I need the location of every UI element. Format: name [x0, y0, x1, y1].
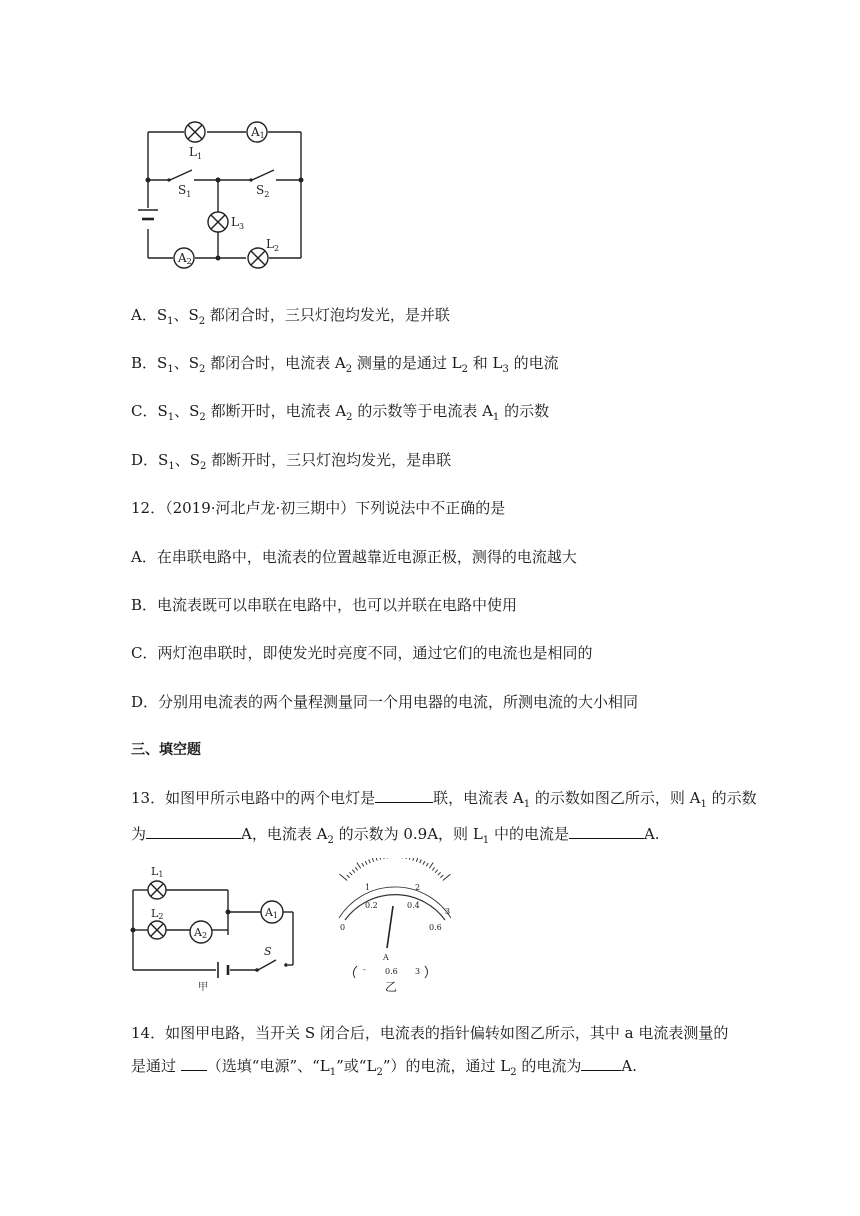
dial-tick-mark — [432, 867, 434, 870]
q13-line-2: 为 A，电流表 $A_2$ 的示数为 0.9A，则 $L_1$ 中的电流是 A. — [131, 825, 660, 846]
dial-tick-mark — [374, 858, 377, 861]
terminal-06: 0.6 — [385, 967, 398, 976]
dial-tick-mark — [372, 858, 373, 862]
q12-stem: 12．（2019·河北卢龙·初三期中）下列说法中不正确的是 — [131, 499, 506, 517]
dial-tick-3: 3 — [445, 907, 451, 916]
q11-option-b: B．$S_1$、$S_2$ 都闭合时，电流表 $A_2$ 测量的是通过 $L_2$ 和 $L_3$ 的电流 — [131, 354, 559, 375]
circuit-diagram-jia — [128, 860, 303, 995]
fig2-label-A2: A2 — [194, 926, 208, 940]
dial-tick-0: 0 — [340, 923, 346, 932]
circuit-diagram-1 — [128, 112, 318, 272]
dial-tick-1: 1 — [365, 883, 371, 892]
terminal-minus: - — [363, 965, 366, 974]
dial-tick-mark — [383, 858, 384, 859]
dial-tick-mark — [413, 858, 416, 861]
dial-tick-mark — [380, 858, 381, 860]
dial-unit: A — [383, 953, 389, 962]
label-L3: $L_3$ — [231, 215, 245, 231]
q12-option-d: D．分别用电流表的两个量程测量同一个用电器的电流，所测电流的大小相同 — [131, 693, 639, 711]
q12-option-a: A．在串联电路中，电流表的位置越靠近电源正极，测得的电流越大 — [131, 548, 577, 566]
dial-tick-mark — [355, 867, 357, 870]
ammeter-dial-yi — [325, 858, 465, 998]
dial-tick-mark — [438, 872, 441, 875]
label-L2: $L_2$ — [266, 237, 280, 253]
dial-tick-mark — [443, 874, 451, 880]
dial-tick-2: 2 — [415, 883, 421, 892]
q12-option-c: C．两灯泡串联时，即使发光时亮度不同，通过它们的电流也是相同的 — [131, 644, 593, 662]
fig2-label-A1: A1 — [265, 906, 279, 920]
q14-blank-1[interactable] — [181, 1056, 207, 1071]
dial-tick-0.6: 0.6 — [429, 923, 442, 932]
dial-tick-mark — [365, 861, 367, 865]
fig2-label-L2: L2 — [151, 907, 164, 921]
fig2-label-yi: 乙 — [385, 980, 398, 994]
dial-tick-mark — [423, 861, 425, 865]
section-heading: 三、填空题 — [131, 742, 201, 758]
label-S1: $S_1$ — [178, 183, 192, 199]
dial-tick-mark — [347, 875, 350, 878]
q11-option-c: C．$S_1$、$S_2$ 都断开时，电流表 $A_2$ 的示数等于电流表 $A_1$ 的示数 — [131, 402, 550, 423]
q13-blank-2[interactable] — [146, 824, 241, 839]
q14-blank-2[interactable] — [581, 1056, 621, 1071]
dial-tick-mark — [440, 875, 443, 878]
dial-tick-mark — [340, 874, 348, 880]
q12-option-b: B．电流表既可以串联在电路中，也可以并联在电路中使用 — [131, 596, 518, 614]
dial-tick-0.4: 0.4 — [407, 901, 420, 910]
fig2-label-jia: 甲 — [198, 982, 208, 993]
dial-tick-mark — [369, 860, 371, 864]
dial-tick-0.2: 0.2 — [365, 901, 378, 910]
dial-tick-mark — [349, 872, 352, 875]
q11-option-d: D．$S_1$、$S_2$ 都断开时，三只灯泡均发光，是串联 — [131, 451, 452, 472]
dial-tick-mark — [409, 858, 410, 860]
label-S2: $S_2$ — [256, 183, 270, 199]
q13-blank-3[interactable] — [569, 824, 644, 839]
label-A1: A1 — [251, 125, 265, 140]
dial-tick-mark — [406, 858, 407, 859]
fig2-label-S: S — [264, 945, 272, 958]
fig2-label-L1: L1 — [151, 865, 164, 879]
dial-tick-mark — [416, 858, 417, 862]
q14-line-2: 是通过 （选填“电源”、“$L_1$”或“$L_2$”）的电流，通过 $L_2$ 的电流为 A. — [131, 1057, 637, 1078]
q13-line-1: 13．如图甲所示电路中的两个电灯是 联，电流表 $A_1$ 的示数如图乙所示，则 $A_1$ 的示数 — [131, 789, 757, 810]
label-L1: $L_1$ — [189, 145, 203, 161]
dial-tick-mark — [435, 870, 438, 873]
terminal-3: 3 — [415, 967, 421, 976]
dial-tick-mark — [420, 860, 422, 864]
dial-tick-mark — [357, 863, 361, 869]
dial-tick-mark — [429, 863, 433, 869]
dial-tick-mark — [362, 863, 364, 866]
dial-tick-mark — [352, 870, 355, 873]
q13-blank-1[interactable] — [375, 788, 433, 803]
q11-option-a: A．$S_1$、$S_2$ 都闭合时，三只灯泡均发光，是并联 — [131, 306, 450, 327]
q14-line-1: 14．如图甲电路，当开关 S 闭合后，电流表的指针偏转如图乙所示，其中 a 电流表测量的 — [131, 1024, 729, 1042]
label-A2: A2 — [178, 251, 192, 266]
dial-tick-mark — [426, 863, 428, 866]
